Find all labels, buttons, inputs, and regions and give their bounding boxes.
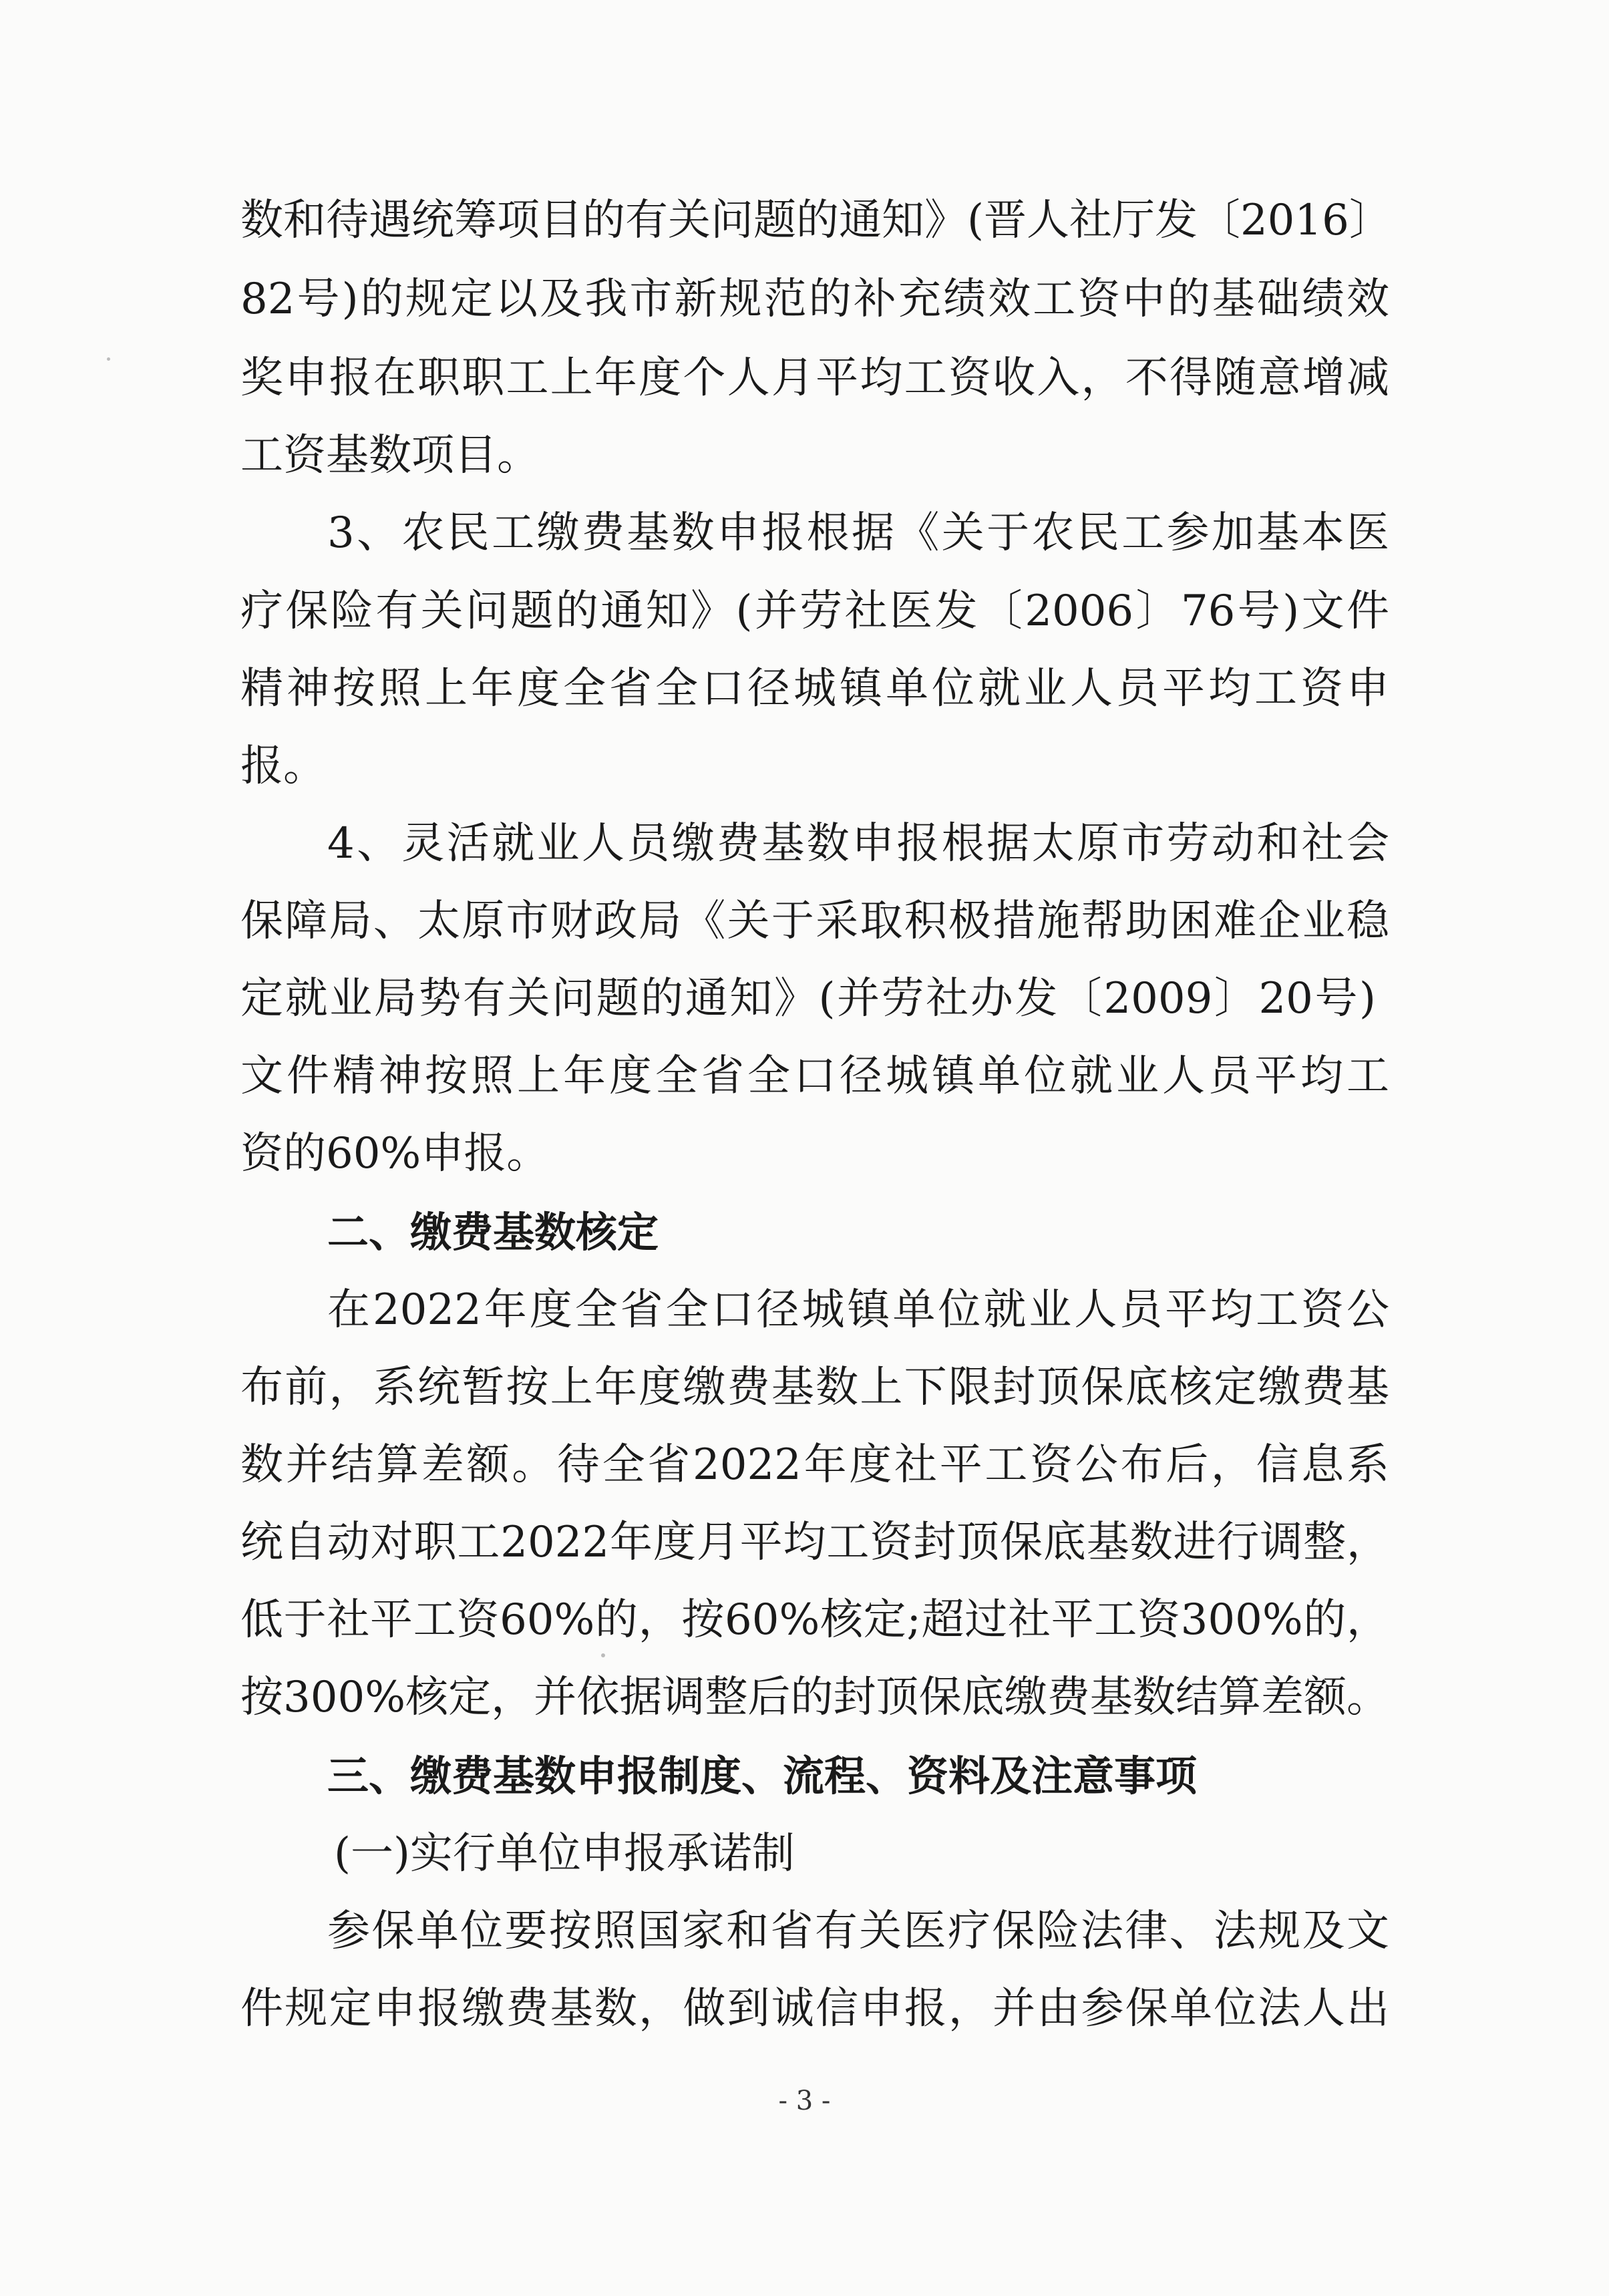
- paragraph-line: 工资基数项目。: [240, 431, 540, 480]
- section-heading: 三、缴费基数申报制度、流程、资料及注意事项: [327, 1752, 1198, 1800]
- paragraph-line: 按300%核定，并依据调整后的封顶保底缴费基数结算差额。: [240, 1673, 1389, 1722]
- paragraph-line: 奖申报在职职工上年度个人月平均工资收入，不得随意增减: [240, 353, 1389, 403]
- paragraph-line: 统自动对职工2022年度月平均工资封顶保底基数进行调整，: [240, 1518, 1389, 1567]
- scan-speck: [601, 1653, 605, 1657]
- paragraph-line: 文件精神按照上年度全省全口径城镇单位就业人员平均工: [240, 1051, 1389, 1101]
- paragraph-line: 数和待遇统筹项目的有关问题的通知》(晋人社厅发〔2016〕: [240, 196, 1392, 245]
- paragraph-line: 报。: [240, 742, 326, 791]
- section-heading: 二、缴费基数核定: [327, 1208, 659, 1257]
- paragraph-line: 资的60%申报。: [240, 1129, 550, 1178]
- scan-speck: [107, 357, 110, 361]
- paragraph-line: 疗保险有关问题的通知》(并劳社医发〔2006〕76号)文件: [240, 587, 1389, 636]
- paragraph-line: 定就业局势有关问题的通知》(并劳社办发〔2009〕20号): [240, 974, 1376, 1023]
- paragraph-line: 精神按照上年度全省全口径城镇单位就业人员平均工资申: [240, 664, 1389, 713]
- paragraph-line: 82号)的规定以及我市新规范的补充绩效工资中的基础绩效: [240, 275, 1389, 324]
- paragraph-line: 布前，系统暂按上年度缴费基数上下限封顶保底核定缴费基: [240, 1363, 1389, 1412]
- paragraph-line: 件规定申报缴费基数，做到诚信申报，并由参保单位法人出: [240, 1984, 1389, 2033]
- paragraph-line: 参保单位要按照国家和省有关医疗保险法律、法规及文: [327, 1907, 1389, 1956]
- paragraph-line: 低于社平工资60%的，按60%核定;超过社平工资300%的，: [240, 1595, 1389, 1645]
- paragraph-line: 3、农民工缴费基数申报根据《关于农民工参加基本医: [327, 508, 1389, 558]
- paragraph-line: 4、灵活就业人员缴费基数申报根据太原市劳动和社会: [327, 819, 1389, 868]
- paragraph-line: 数并结算差额。待全省2022年度社平工资公布后，信息系: [240, 1440, 1389, 1490]
- paragraph-line: 保障局、太原市财政局《关于采取积极措施帮助困难企业稳: [240, 896, 1389, 946]
- subsection-heading: (一)实行单位申报承诺制: [334, 1829, 795, 1878]
- paragraph-line: 在2022年度全省全口径城镇单位就业人员平均工资公: [327, 1285, 1389, 1335]
- page-number: - 3 -: [778, 2086, 831, 2116]
